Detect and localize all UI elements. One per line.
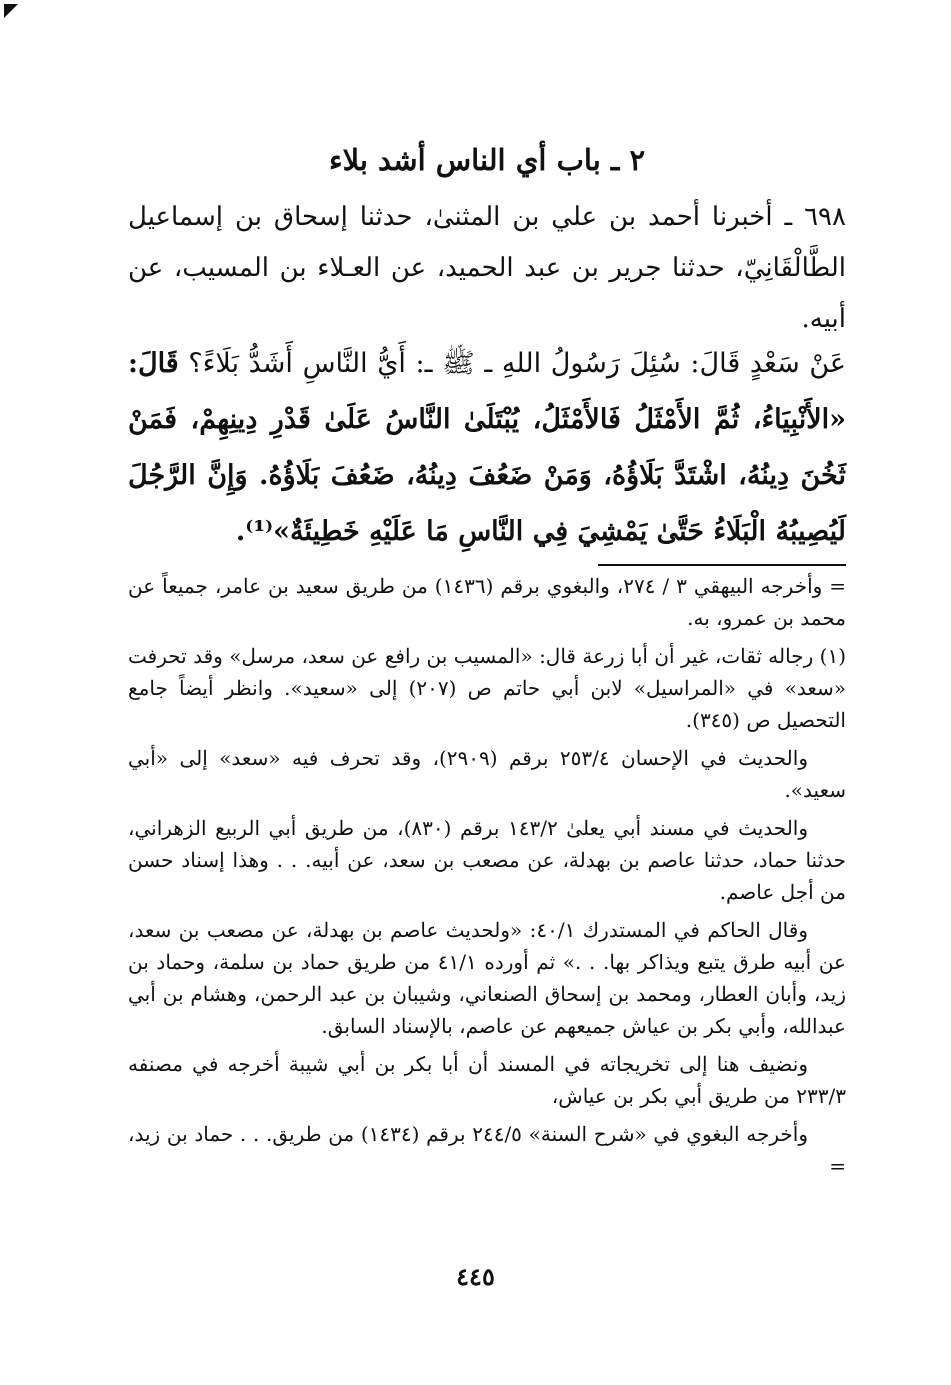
- footnote-paragraph: والحديث في مسند أبي يعلىٰ ١٤٣/٢ برقم (٨٣٠)، من طريق أبي الربيع الزهراني، حدثنا حماد، حدثنا عاصم بن بهدلة، عن مصعب بن سعد، عن أبيه. . . وهذا إسناد حسن من أجل عاصم.: [128, 816, 846, 904]
- footnote-paragraph: ونضيف هنا إلى تخريجاته في المسند أن أبا بكر بن أبي شيبة أخرجه في مصنفه ٢٣٣/٣ من طريق أبي بكر بن عياش،: [128, 1052, 846, 1108]
- footnote-paragraph: وأخرجه البغوي في «شرح السنة» ٢٤٤/٥ برقم (١٤٣٤) من طريق. . . حماد بن زيد، =: [128, 1122, 846, 1178]
- hadith-chain: ٦٩٨ ـ أخبرنا أحمد بن علي بن المثنىٰ، حدثنا إسحاق بن إسماعيل الطَّالْقَانِيّ، حدثنا جرير بن عبد الحميد، عن العـلاء بن المسيب، عن أبيه.: [128, 202, 846, 334]
- footnote-1: (١) رجاله ثقات، غير أن أبا زرعة قال: «المسيب بن رافع عن سعد، مرسل» وقد تحرفت «سعد» في «المراسيل» لابن أبي حاتم ص (٢٠٧) إلى «سعيد». وانظر أيضاً جامع التحصيل ص (٣٤٥).: [128, 644, 846, 732]
- footnote-continuation: = وأخرجه البيهقي ٣ / ٢٧٤، والبغوي برقم (١٤٣٦) من طريق سعيد بن عامر، جميعاً عن محمد بن عمرو، به.: [128, 574, 847, 630]
- page-number: ٤٤٥: [456, 1262, 495, 1291]
- corner-mark: [4, 4, 18, 18]
- chapter-title: ٢ ـ باب أي الناس أشد بلاء: [328, 143, 646, 177]
- footnote-divider: [598, 564, 846, 566]
- footnote-paragraph: وقال الحاكم في المستدرك ٤٠/١: «ولحديث عاصم بن بهدلة، عن مصعب بن سعد، عن أبيه طرق يتبع ويذاكر بها. . .» ثم أورده ٤١/١ من طريق حماد بن سلمة، وحماد بن زيد، وأبان العطار، ومحمد بن إسحاق الصنعاني، وشيبان بن عبد الرحمن، وهشام بن أبي عبدالله، وأبي بكر بن عياش جميعهم عن عاصم، بالإسناد السابق.: [128, 918, 846, 1038]
- hadith-question: عَنْ سَعْدٍ قَالَ: سُئِلَ رَسُولُ اللهِ ـ ﷺ ـ: أَيُّ النَّاسِ أَشَدُّ بَلَاءً؟: [188, 348, 846, 379]
- hadith-text: [128, 336, 846, 560]
- hadith-answer: قَالَ: «الأَنْبِيَاءُ، ثُمَّ الأَمْثَلُ فَالأَمْثَلُ، يُبْتَلَىٰ النَّاسُ عَلَىٰ قَدْرِ دِينِهِمْ، فَمَنْ ثَخُنَ دِينُهُ، اشْتَدَّ بَلَاؤُهُ، وَمَنْ ضَعُفَ دِينُهُ، ضَعُفَ بَلَاؤُهُ. وَإِنَّ الرَّجُلَ لَيُصِيبُهُ الْبَلَاءُ حَتَّىٰ يَمْشِيَ فِي النَّاسِ مَا عَلَيْهِ خَطِيئَةٌ»⁽¹⁾.: [128, 348, 846, 547]
- footnote-paragraph: والحديث في الإحسان ٢٥٣/٤ برقم (٢٩٠٩)، وقد تحرف فيه «سعد» إلى «أبي سعيد».: [128, 746, 846, 802]
- footnotes: [128, 570, 846, 1188]
